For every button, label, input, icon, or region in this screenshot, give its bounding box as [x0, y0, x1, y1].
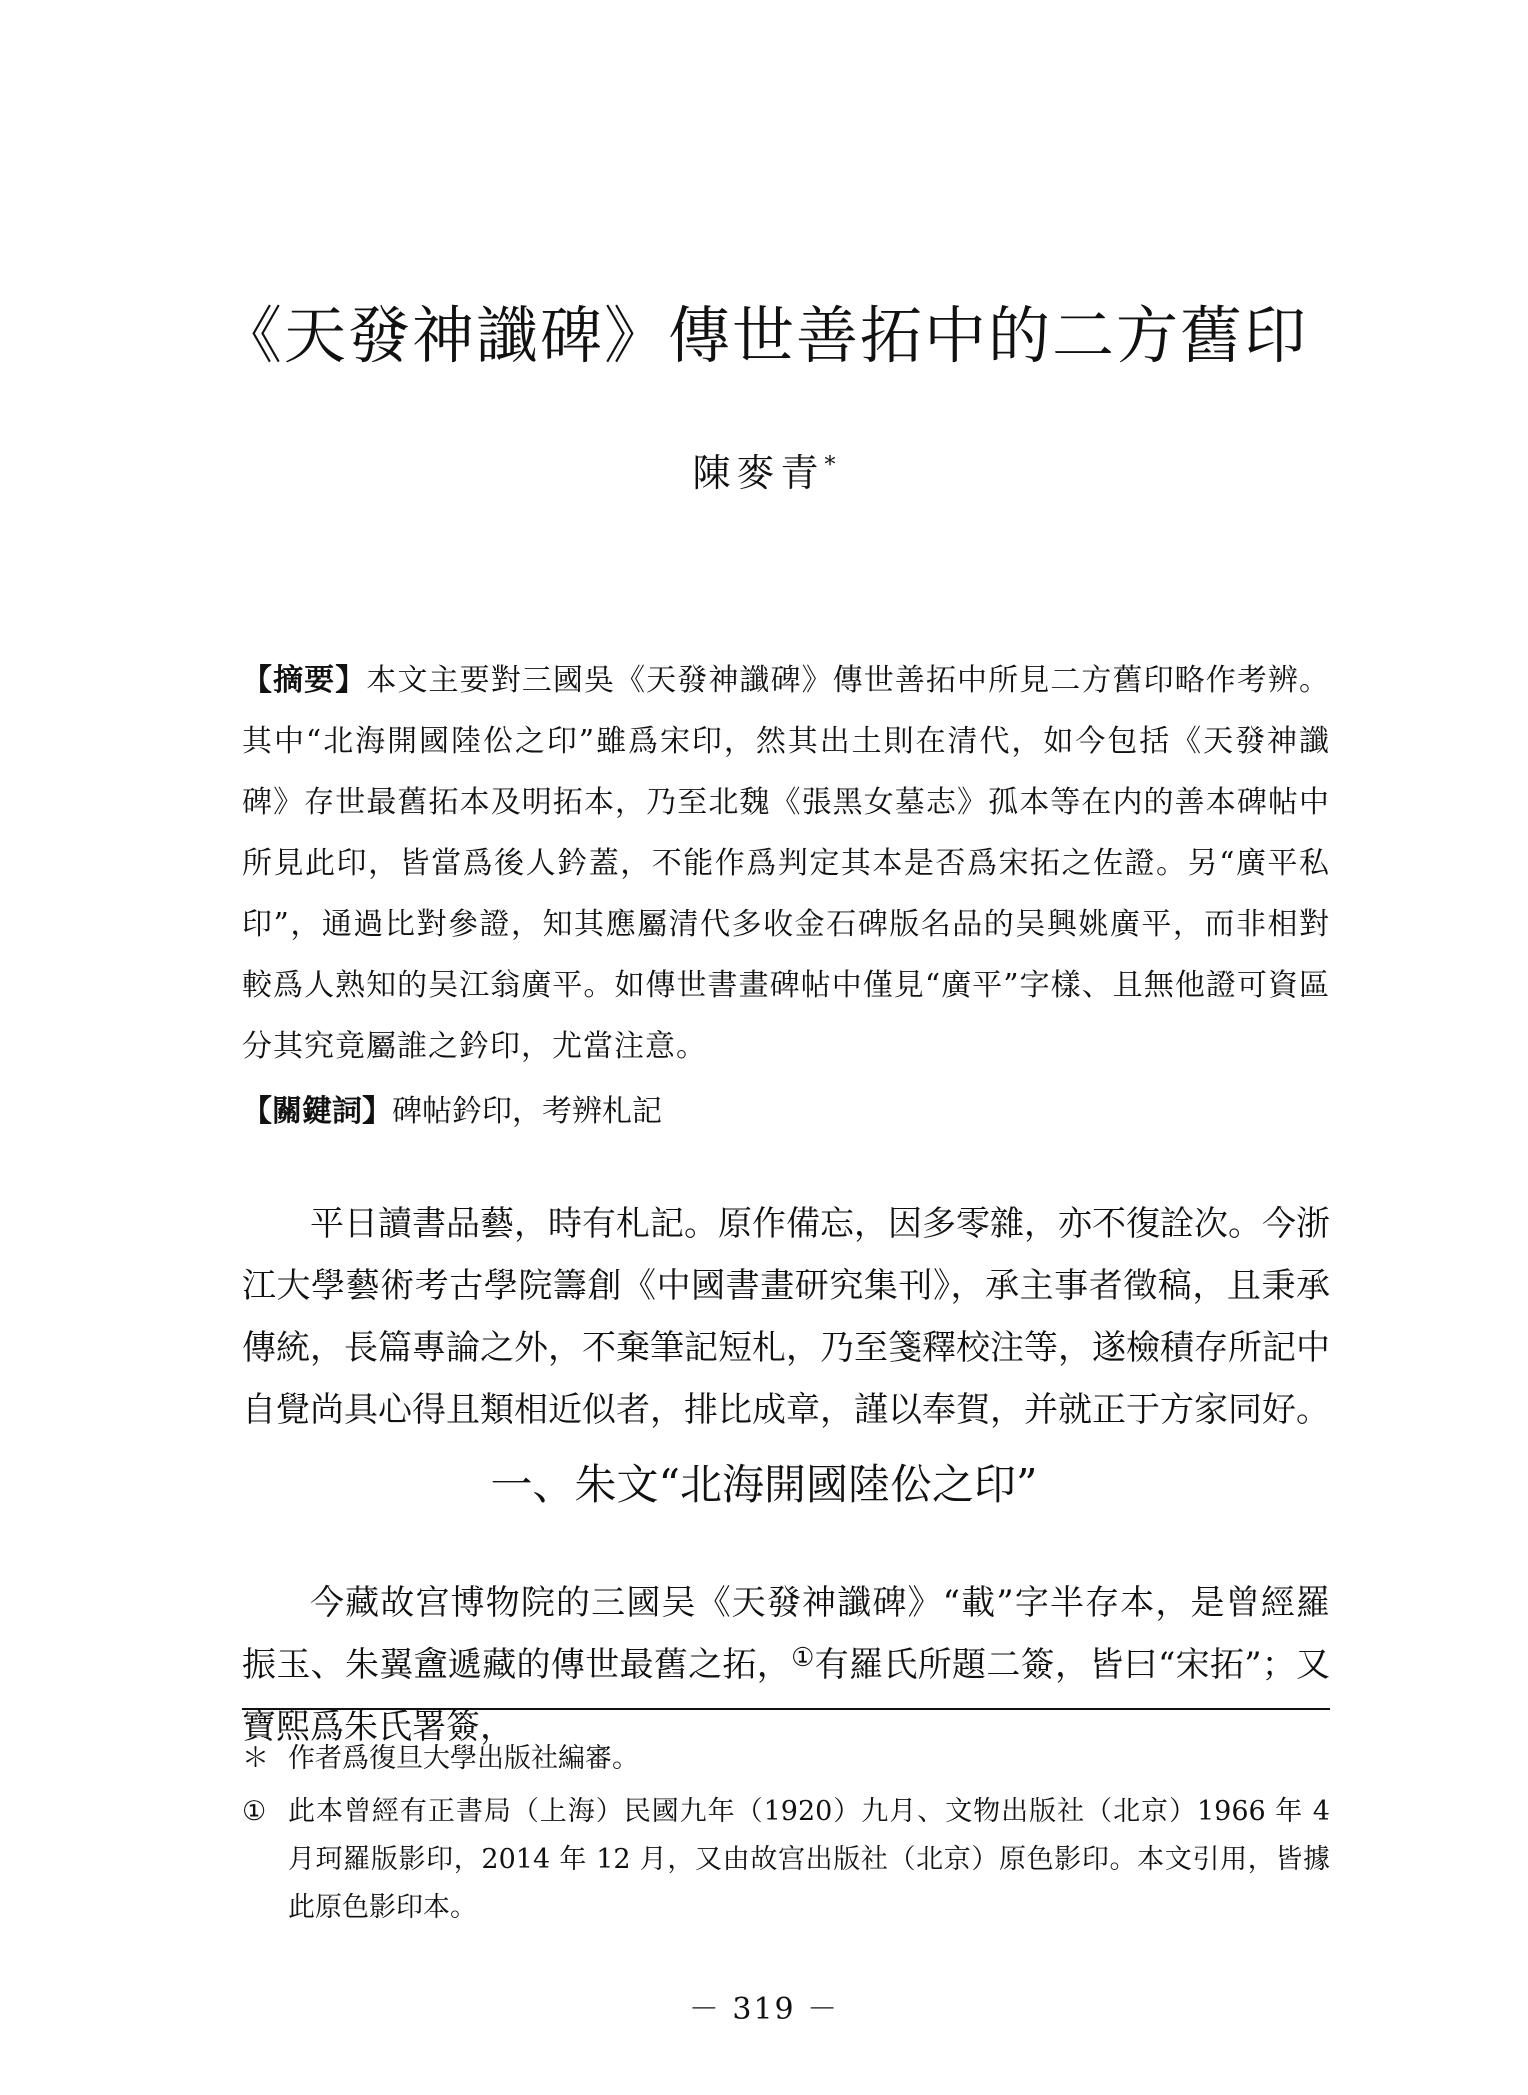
section-paragraph-text-1: 今藏故宫博物院的三國吴《天發神讖碑》“載”字半存本，是曾經羅振玉、朱翼盦遞藏的傳世最舊之拓，: [242, 1583, 1330, 1685]
author-name: 陳麥青: [692, 451, 825, 495]
author-footnote-mark: *: [824, 453, 836, 478]
keywords-text: 碑帖鈐印，考辨札記: [392, 1094, 662, 1129]
section-heading: 一、朱文“北海開國陸伀之印”: [490, 1460, 1038, 1509]
paper-title: 《天發神讖碑》傳世善拓中的二方舊印: [219, 299, 1308, 372]
footnote-ref[interactable]: ①: [791, 1643, 815, 1673]
footnote-mark: ①: [242, 1796, 267, 1827]
section-paragraph: [242, 1572, 1330, 1758]
footnote-divider: [242, 1708, 1330, 1710]
abstract-label: 【摘要】: [242, 663, 367, 698]
intro-paragraph: 平日讀書品藝，時有札記。原作備忘，因多零雜，亦不復詮次。今浙江大學藝術考古學院籌創《中國書畫研究集刊》，承主事者徵稿，且秉承傳統，長篇專論之外，不棄筆記短札，乃至箋釋校注等，遂檢積存所記中自覺尚具心得且類相近似者，排比成章，謹以奉賀，并就正于方家同好。: [242, 1204, 1330, 1430]
footnote-1: [242, 1788, 1330, 1932]
abstract-text: 本文主要對三國吳《天發神讖碑》傳世善拓中所見二方舊印略作考辨。其中“北海開國陸伀之印”雖爲宋印，然其出土則在清代，如今包括《天發神讖碑》存世最舊拓本及明拓本，乃至北魏《張黑女墓志》孤本等在内的善本碑帖中所見此印，皆當爲後人鈐蓋，不能作爲判定其本是否爲宋拓之佐證。另“廣平私印”，通過比對參證，知其應屬清代多收金石碑版名品的吴興姚廣平，而非相對較爲人熟知的吴江翁廣平。如傳世書畫碑帖中僅見“廣平”字樣、且無他證可資區分其究竟屬誰之鈐印，尤當注意。: [242, 663, 1331, 1064]
keywords-label: 【關鍵詞】: [242, 1094, 392, 1129]
footnote-author: [242, 1735, 1330, 1783]
footnote-text: 作者爲復旦大學出版社編審。: [288, 1743, 639, 1774]
keywords: [242, 1087, 1330, 1137]
abstract: [242, 650, 1330, 1077]
footnote-mark: ＊: [242, 1743, 269, 1774]
author-line: [0, 440, 1528, 499]
footnote-text: 此本曾經有正書局（上海）民國九年（1920）九月、文物出版社（北京）1966 年 4 月珂羅版影印，2014 年 12 月，又由故宫出版社（北京）原色影印。本文引用，皆據此原色影印本。: [288, 1796, 1330, 1923]
page-number: － 319 －: [688, 1992, 840, 2027]
section-paragraph-text-2: 有羅氏所題二簽，皆曰“宋拓”；又寶熙爲朱氏署簽，: [242, 1645, 1331, 1747]
